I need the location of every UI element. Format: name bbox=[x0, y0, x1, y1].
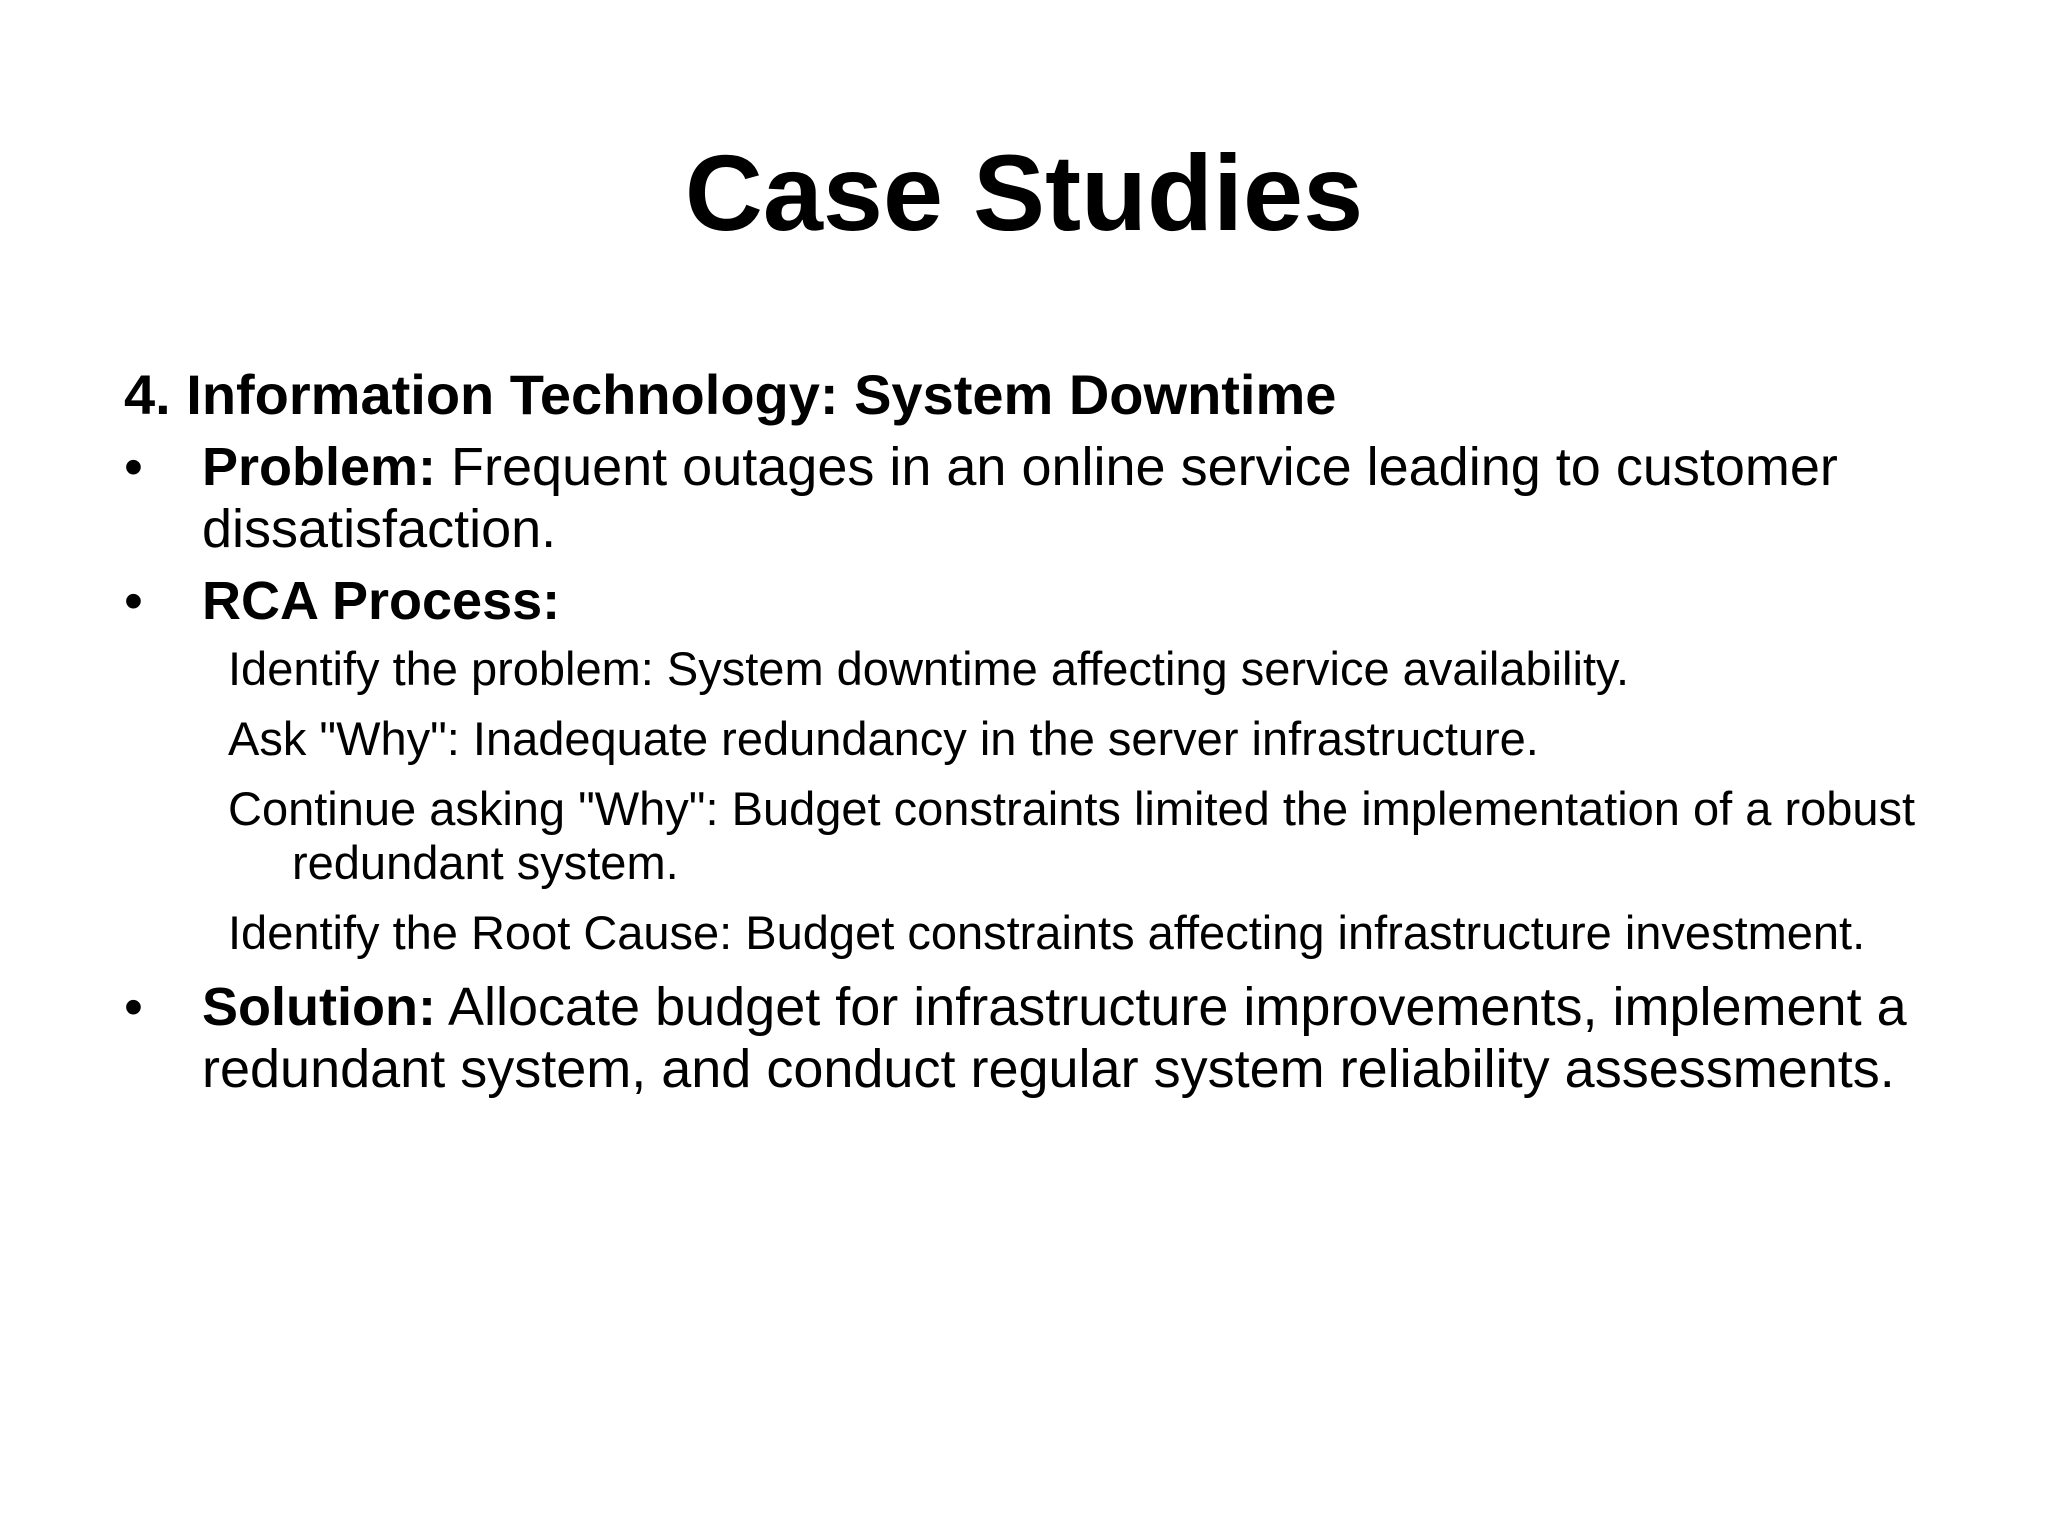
bullet-text: Allocate budget for infrastructure improvements, implement a redundant system, and conduct regular system reliability assessments. bbox=[202, 977, 1907, 1099]
bullet-text: Frequent outages in an online service leading to customer dissatisfaction. bbox=[202, 437, 1838, 559]
bullet-dot-icon: • bbox=[124, 571, 143, 631]
rca-steps-list bbox=[124, 642, 1964, 960]
slide-content bbox=[124, 362, 1964, 1110]
rca-step: Ask "Why": Inadequate redundancy in the server infrastructure. bbox=[228, 712, 1539, 765]
bullet-dot-icon: • bbox=[124, 437, 143, 497]
bullet-lead: RCA Process: bbox=[202, 571, 561, 631]
bullet-problem bbox=[124, 436, 1964, 560]
bullet-lead: Problem: bbox=[202, 437, 437, 497]
section-heading: 4. Information Technology: System Downtime bbox=[124, 363, 1337, 426]
rca-step: Identify the Root Cause: Budget constraints affecting infrastructure investment. bbox=[228, 906, 1866, 959]
slide-title: Case Studies bbox=[684, 132, 1364, 253]
bullet-lead: Solution: bbox=[202, 977, 436, 1037]
bullet-rca-process bbox=[124, 570, 1964, 632]
bullet-dot-icon: • bbox=[124, 977, 143, 1037]
rca-step: Continue asking "Why": Budget constraints limited the implementation of a robust redundant system. bbox=[228, 782, 1916, 889]
bullet-solution bbox=[124, 976, 1964, 1100]
rca-step: Identify the problem: System downtime affecting service availability. bbox=[228, 642, 1630, 695]
